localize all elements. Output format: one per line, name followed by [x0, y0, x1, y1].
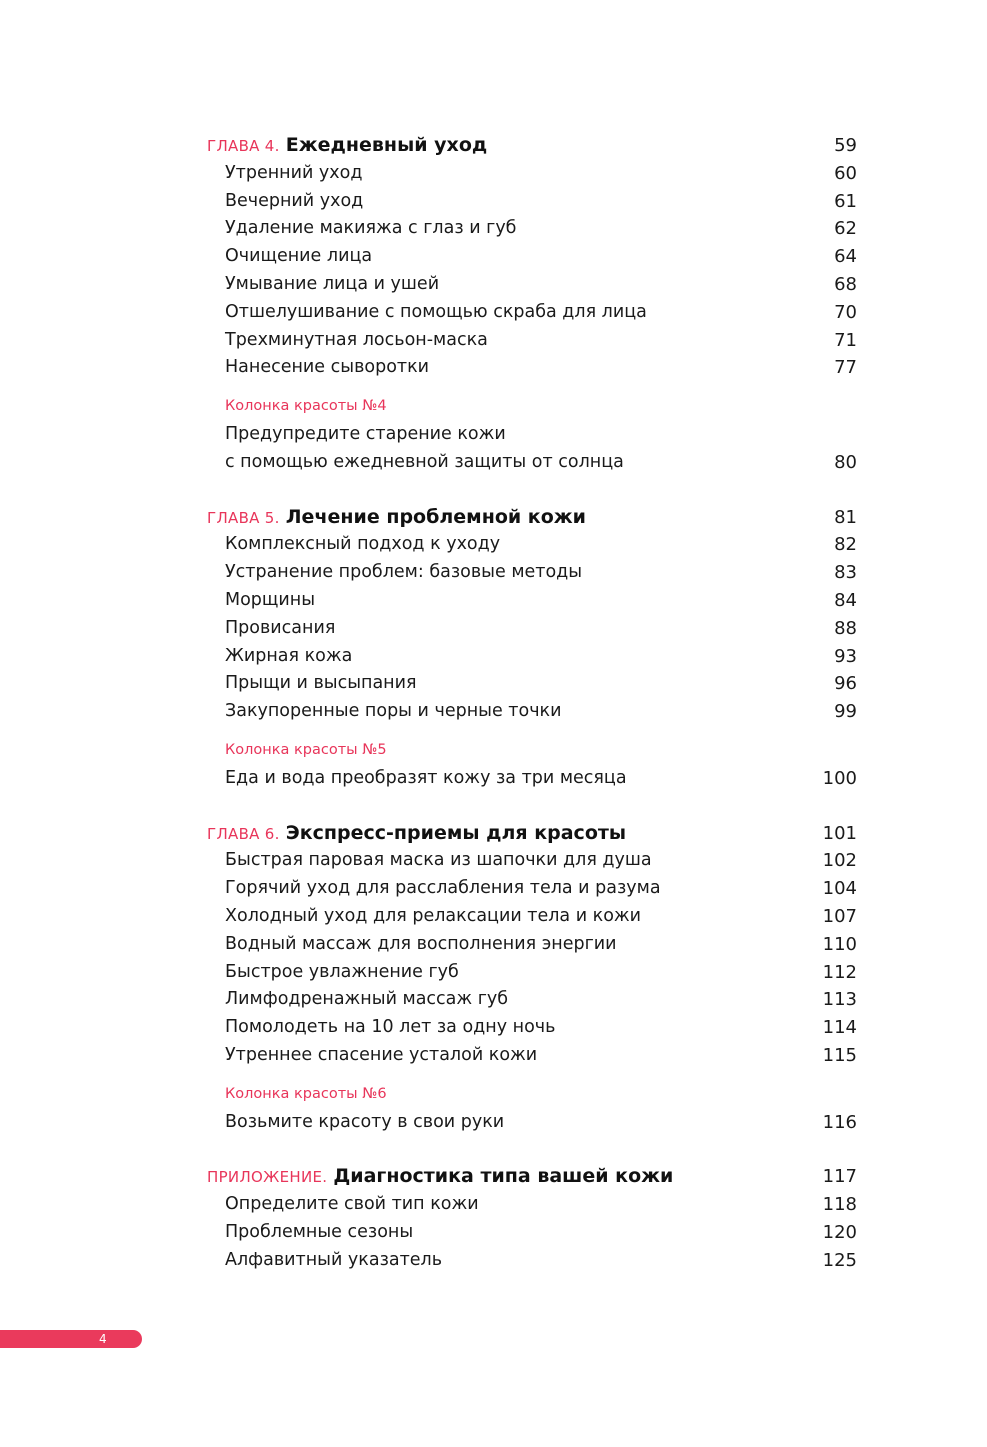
- column-entry[interactable]: [207, 765, 857, 793]
- entry-title: Алфавитный указатель: [225, 1249, 443, 1270]
- toc-entry[interactable]: [207, 1247, 857, 1275]
- entry-title: Утренний уход: [225, 162, 363, 183]
- page-number: 70: [834, 301, 857, 323]
- toc-entry[interactable]: [207, 986, 857, 1014]
- toc-entry[interactable]: [207, 670, 857, 698]
- toc-entry[interactable]: [207, 643, 857, 671]
- entry-title: Провисания: [225, 617, 336, 638]
- column-entry[interactable]: [207, 1109, 857, 1137]
- entry-title: Морщины: [225, 589, 316, 610]
- chapter-title: Экспресс-приемы для красоты: [285, 821, 627, 844]
- column-entry-line[interactable]: [207, 421, 857, 449]
- page-number: 125: [822, 1249, 857, 1271]
- entry-title: Удаление макияжа с глаз и губ: [225, 218, 517, 239]
- column-label: Колонка красоты №4: [225, 398, 387, 415]
- toc-entry[interactable]: [207, 1191, 857, 1219]
- chapter-label: ГЛАВА 4.: [207, 137, 280, 155]
- entry-title: Утреннее спасение усталой кожи: [225, 1044, 538, 1065]
- page-number: 110: [822, 933, 857, 955]
- entry-title: Еда и вода преобразят кожу за три месяца: [225, 767, 627, 788]
- entry-title: Помолодеть на 10 лет за одну ночь: [225, 1017, 556, 1038]
- page-number: 116: [822, 1111, 857, 1133]
- toc-entry[interactable]: [207, 959, 857, 987]
- page-number: 114: [822, 1017, 857, 1039]
- chapter-heading[interactable]: [207, 820, 857, 848]
- chapter-title: Диагностика типа вашей кожи: [333, 1165, 674, 1188]
- beauty-column-label: [207, 1081, 857, 1109]
- page-number: 71: [834, 329, 857, 351]
- entry-title: Трехминутная лосьон-маска: [225, 329, 488, 350]
- entry-title: Устранение проблем: базовые методы: [225, 562, 583, 583]
- beauty-column-label: [207, 737, 857, 765]
- page-number: 107: [822, 905, 857, 927]
- page-number: 117: [822, 1166, 857, 1188]
- toc-entry[interactable]: [207, 327, 857, 355]
- page-number: 82: [834, 534, 857, 556]
- page-number: 100: [822, 767, 857, 789]
- toc-entry[interactable]: [207, 188, 857, 216]
- entry-title: Прыщи и высыпания: [225, 673, 417, 694]
- page-number: 93: [834, 645, 857, 667]
- entry-title: Холодный уход для релаксации тела и кожи: [225, 905, 642, 926]
- entry-title: Очищение лица: [225, 246, 373, 267]
- toc-entry[interactable]: [207, 215, 857, 243]
- page-number: 113: [822, 989, 857, 1011]
- chapter-label: ГЛАВА 5.: [207, 508, 280, 527]
- page-number: 83: [834, 562, 857, 584]
- toc-entry[interactable]: [207, 903, 857, 931]
- toc-entry[interactable]: [207, 1219, 857, 1247]
- entry-title: Определите свой тип кожи: [225, 1194, 479, 1215]
- toc-entry[interactable]: [207, 1014, 857, 1042]
- toc-entry[interactable]: [207, 587, 857, 615]
- toc-entry[interactable]: [207, 299, 857, 327]
- entry-title: Нанесение сыворотки: [225, 357, 430, 378]
- toc-entry[interactable]: [207, 1042, 857, 1070]
- entry-title: Возьмите красоту в свои руки: [225, 1111, 505, 1132]
- toc-entry[interactable]: [207, 160, 857, 188]
- chapter-label: ПРИЛОЖЕНИЕ.: [207, 1168, 328, 1187]
- column-entry[interactable]: [207, 449, 857, 477]
- entry-title: с помощью ежедневной защиты от солнца: [225, 451, 624, 472]
- beauty-column-label: [207, 393, 857, 421]
- toc-entry[interactable]: [207, 531, 857, 559]
- page-number: 62: [834, 218, 857, 240]
- page-number: 102: [822, 850, 857, 872]
- chapter-title: Лечение проблемной кожи: [285, 505, 586, 528]
- page-number: 88: [834, 617, 857, 639]
- page-number: 104: [822, 878, 857, 900]
- page-number: 77: [834, 357, 857, 379]
- page-number: 80: [834, 451, 857, 473]
- page-number: 59: [834, 135, 857, 156]
- chapter-heading[interactable]: [207, 1163, 857, 1191]
- entry-title: Водный массаж для восполнения энергии: [225, 933, 617, 954]
- column-label: Колонка красоты №6: [225, 1085, 387, 1102]
- page-number: 61: [834, 190, 857, 212]
- toc-entry[interactable]: [207, 931, 857, 959]
- chapter-heading[interactable]: [207, 504, 857, 532]
- entry-title: Умывание лица и ушей: [225, 273, 440, 294]
- column-label: Колонка красоты №5: [225, 741, 387, 758]
- page-number: 99: [834, 701, 857, 723]
- chapter-heading[interactable]: [207, 132, 857, 160]
- page-number: 101: [822, 822, 857, 844]
- toc-entry[interactable]: [207, 559, 857, 587]
- toc-entry[interactable]: [207, 243, 857, 271]
- page-number-tab: [0, 1330, 142, 1348]
- entry-title: Лимфодренажный массаж губ: [225, 989, 509, 1010]
- entry-title: Предупредите старение кожи: [225, 423, 506, 444]
- entry-title: Быстрое увлажнение губ: [225, 961, 459, 982]
- entry-title: Жирная кожа: [225, 645, 353, 666]
- toc-entry[interactable]: [207, 615, 857, 643]
- table-of-contents: [207, 132, 857, 1274]
- page-number: 60: [834, 162, 857, 184]
- toc-entry[interactable]: [207, 875, 857, 903]
- page-number: 96: [834, 673, 857, 695]
- page-number: 64: [834, 246, 857, 268]
- entry-title: Закупоренные поры и черные точки: [225, 701, 562, 722]
- entry-title: Вечерний уход: [225, 190, 364, 211]
- folio: 4: [99, 1332, 107, 1346]
- entry-title: Горячий уход для расслабления тела и разума: [225, 878, 661, 899]
- chapter-title: Ежедневный уход: [285, 134, 488, 156]
- entry-title: Проблемные сезоны: [225, 1221, 414, 1242]
- page-number: 118: [822, 1194, 857, 1216]
- toc-entry[interactable]: [207, 354, 857, 382]
- toc-entry[interactable]: [207, 698, 857, 726]
- page-number: 81: [834, 506, 857, 528]
- page-number: 84: [834, 589, 857, 611]
- toc-entry[interactable]: [207, 847, 857, 875]
- entry-title: Отшелушивание с помощью скраба для лица: [225, 301, 647, 322]
- page-number: 115: [822, 1044, 857, 1066]
- toc-entry[interactable]: [207, 271, 857, 299]
- page-number: 120: [822, 1221, 857, 1243]
- chapter-label: ГЛАВА 6.: [207, 824, 280, 843]
- page-number: 68: [834, 273, 857, 295]
- entry-title: Комплексный подход к уходу: [225, 534, 501, 555]
- page-number: 112: [822, 961, 857, 983]
- entry-title: Быстрая паровая маска из шапочки для душа: [225, 850, 652, 871]
